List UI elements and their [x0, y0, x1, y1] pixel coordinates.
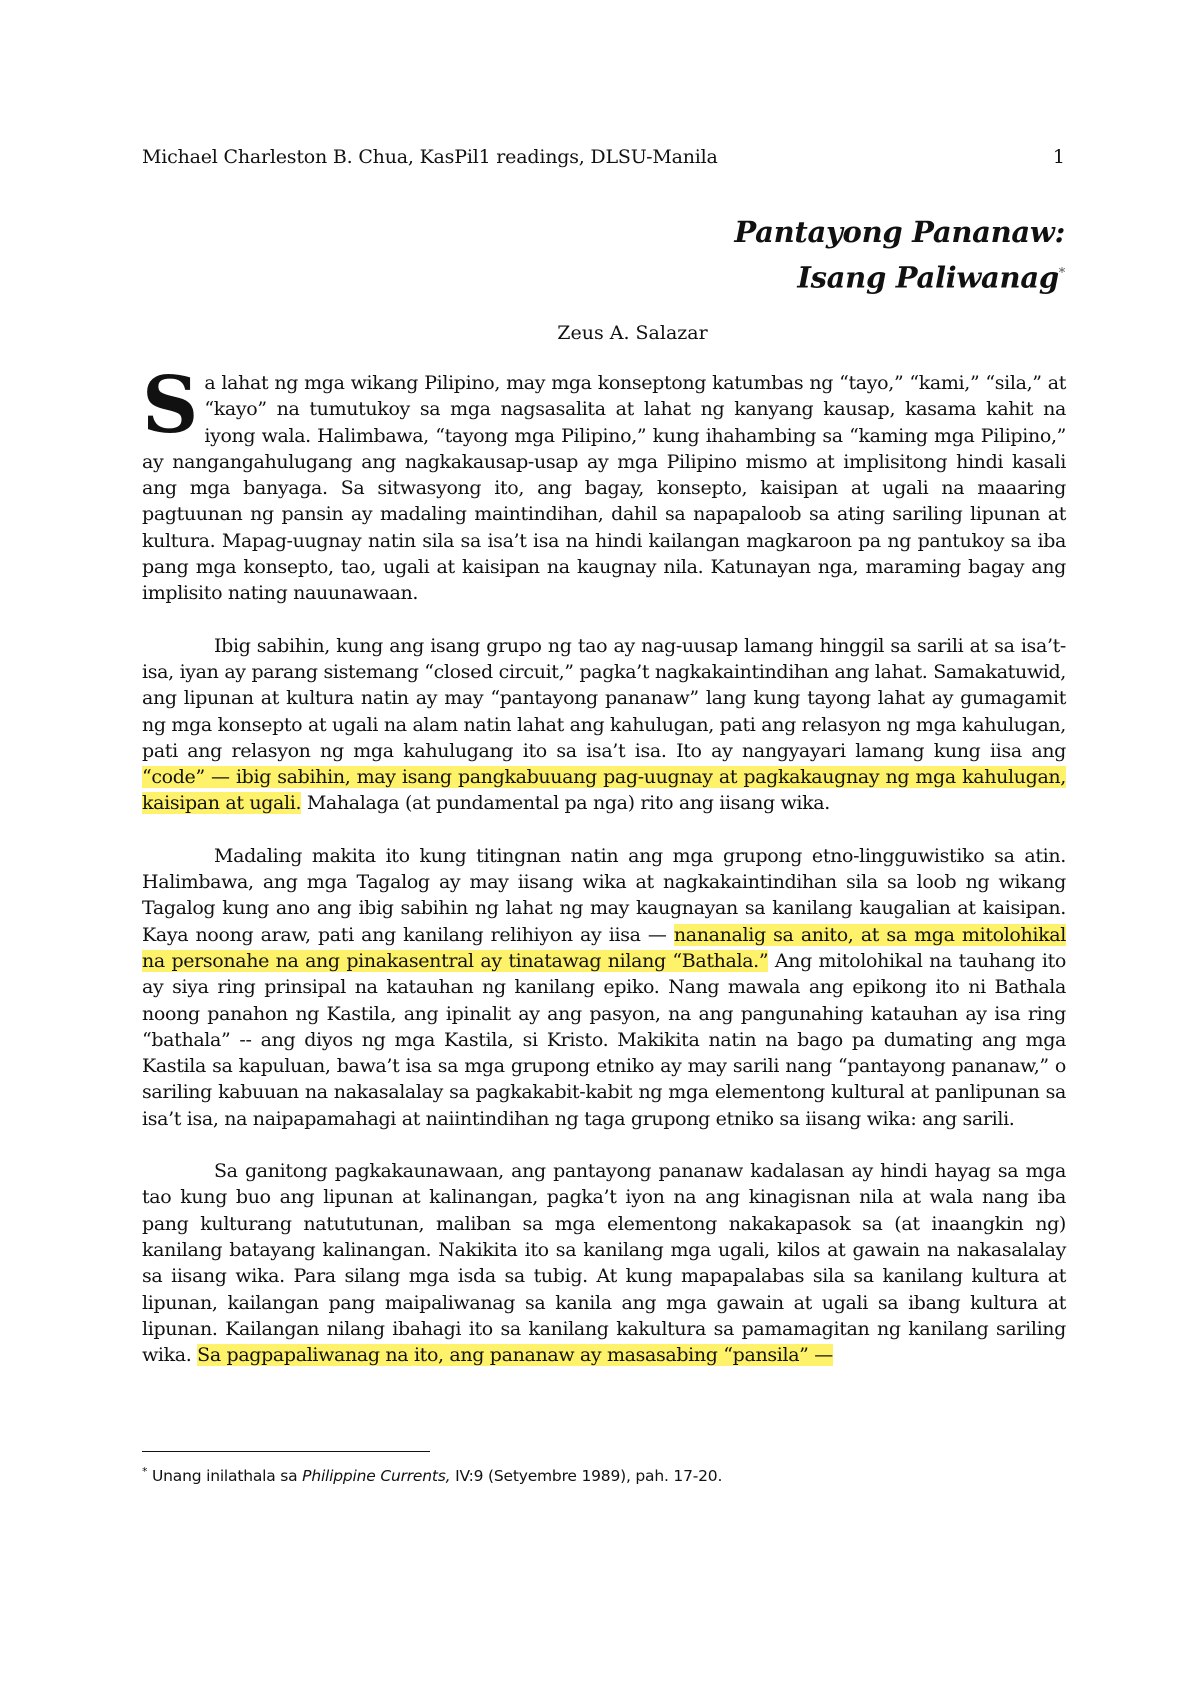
article-body: [142, 360, 1066, 1394]
footnote-mark: *: [142, 1465, 148, 1478]
paragraph-4-text-before: Sa ganitong pagkakaunawaan, ang pantayong pananaw kadalasan ay hindi hayag sa mga tao kung buo ang lipunan at kalinangan, pagka’t iyon na ang kinagisnan nila at wala nang iba pang kulturang natututunan, maliban sa mga elementong nakakapasok sa (at inaangkin ng) kanilang batayang kalinangan. Nakikita ito sa kanilang mga ugali, kilos at gawain na nakasalalay sa iisang wika. Para silang mga isda sa tubig. At kung mapapalabas sila sa kanilang kultura at lipunan, kailangan pang maipaliwanag sa kanila ang mga gawain at ugali sa ibang kultura at lipunan. Kailangan nilang ibahagi ito sa kanilang kakultura sa pamamagitan ng kanilang sariling wika.: [142, 1160, 1066, 1367]
footnote-separator: [142, 1451, 430, 1452]
author-name: Zeus A. Salazar: [557, 322, 708, 344]
paragraph-1-text: a lahat ng mga wikang Pilipino, may mga konseptong katumbas ng “tayo,” “kami,” “sila,” at “kayo” na tumutukoy sa mga nagsasalita at lahat ng kanyang kausap, kasama kahit na iyong wala. Halimbawa, “tayong mga Pilipino,” kung ihahambing sa “kaming mga Pilipino,” ay nangangahulugang ang nagkakausap-usap ay mga Pilipino mismo at implisitong hindi kasali ang mga banyaga. Sa sitwasyong ito, ang bagay, konsepto, kaisipan at ugali na maaaring pagtuunan ng pansin ay madaling maintindihan, dahil sa napapaloob sa ating sariling lipunan at kultura. Mapag-uugnay natin sila sa isa’t isa na hindi kailangan magkaroon pa ng pantukoy sa iba pang mga konsepto, tao, ugali at kaisipan na kaugnay nila. Katunayan nga, maraming bagay ang implisito nating nauunawaan.: [142, 372, 1066, 605]
running-header: Michael Charleston B. Chua, KasPil1 readings, DLSU-Manila: [142, 146, 718, 168]
page-number: 1: [1052, 146, 1065, 168]
drop-cap: S: [142, 360, 199, 451]
paragraph-4-highlight: Sa pagpapaliwanag na ito, ang pananaw ay masasabing “pansila” —: [197, 1344, 833, 1367]
title-line-2-text: Isang Paliwanag: [797, 260, 1059, 295]
title-line-1: Pantayong Pananaw:: [734, 215, 1065, 249]
paragraph-3-highlight: nananalig sa anito, at sa mga mitolohikal na personahe na ang pinakasentral ay tinatawag nilang “Bathala.”: [142, 923, 1066, 972]
document-title: [734, 212, 1065, 299]
footnote-text-after: IV:9 (Setyembre 1989), pah. 17-20.: [450, 1467, 723, 1486]
paragraph-2-text-before: Ibig sabihin, kung ang isang grupo ng tao ay nag-uusap lamang hinggil sa sarili at sa isa’t-isa, iyan ay parang sistemang “closed circuit,” pagka’t nagkakaintindihan ang lahat. Samakatuwid, ang lipunan at kultura natin ay may “pantayong pananaw” lang kung tayong lahat ay gumagamit ng mga konsepto at ugali na alam natin lahat ang kahulugan, pati ang relasyon ng mga kahulugan, pati ang relasyon ng mga kahulugang ito sa isa’t isa. Ito ay nangyayari lamang kung iisa ang: [142, 634, 1066, 762]
paragraph-2: [142, 633, 1066, 817]
paragraph-4: [142, 1158, 1066, 1368]
paragraph-2-highlight: “code” — ibig sabihin, may isang pangkabuuang pag-uugnay at pagkakaugnay ng mga kahulugan, kaisipan at ugali.: [142, 766, 1066, 815]
paragraph-1: [142, 360, 1066, 607]
title-footnote-mark: *: [1058, 266, 1065, 281]
footnote-text-before: Unang inilathala sa: [147, 1467, 303, 1486]
footnote-publication: Philippine Currents,: [302, 1467, 451, 1486]
paragraph-3-text-before: Madaling makita ito kung titingnan natin ang mga grupong etno-lingguwistiko sa atin. Halimbawa, ang mga Tagalog ay may iisang wika at nagkakaintindihan sila sa loob ng wikang Tagalog kung ano ang ibig sabihin ng lahat ng may kaugnayan sa kanilang kaugalian at kaisipan. Kaya noong araw, pati ang kanilang relihiyon ay iisa —: [142, 844, 1066, 946]
title-line-2: [734, 253, 1065, 299]
paragraph-3-text-after: Ang mitolohikal na tauhang ito ay siya ring prinsipal na katauhan ng kanilang epiko. Nang mawala ang epikong ito ni Bathala noong panahon ng Kastila, ang ipinalit ay ang pasyon, na ang pangunahing katauhan ay isa ring “bathala” -- ang diyos ng mga Kastila, si Kristo. Makikita natin na bago pa dumating ang mga Kastila sa kapuluan, bawa’t isa sa mga grupong etniko ay may sarili nang “pantayong pananaw,” o sariling kabuuan na nakasalalay sa pagkakabit-kabit ng mga elementong kultural at panlipunan sa isa’t isa, na naipapamahagi at naiintindihan ng taga grupong etniko sa iisang wika: ang sarili.: [142, 949, 1066, 1130]
paragraph-3: [142, 843, 1066, 1132]
paragraph-2-text-after: Mahalaga (at pundamental pa nga) rito ang iisang wika.: [301, 792, 830, 815]
footnote: [142, 1465, 722, 1485]
